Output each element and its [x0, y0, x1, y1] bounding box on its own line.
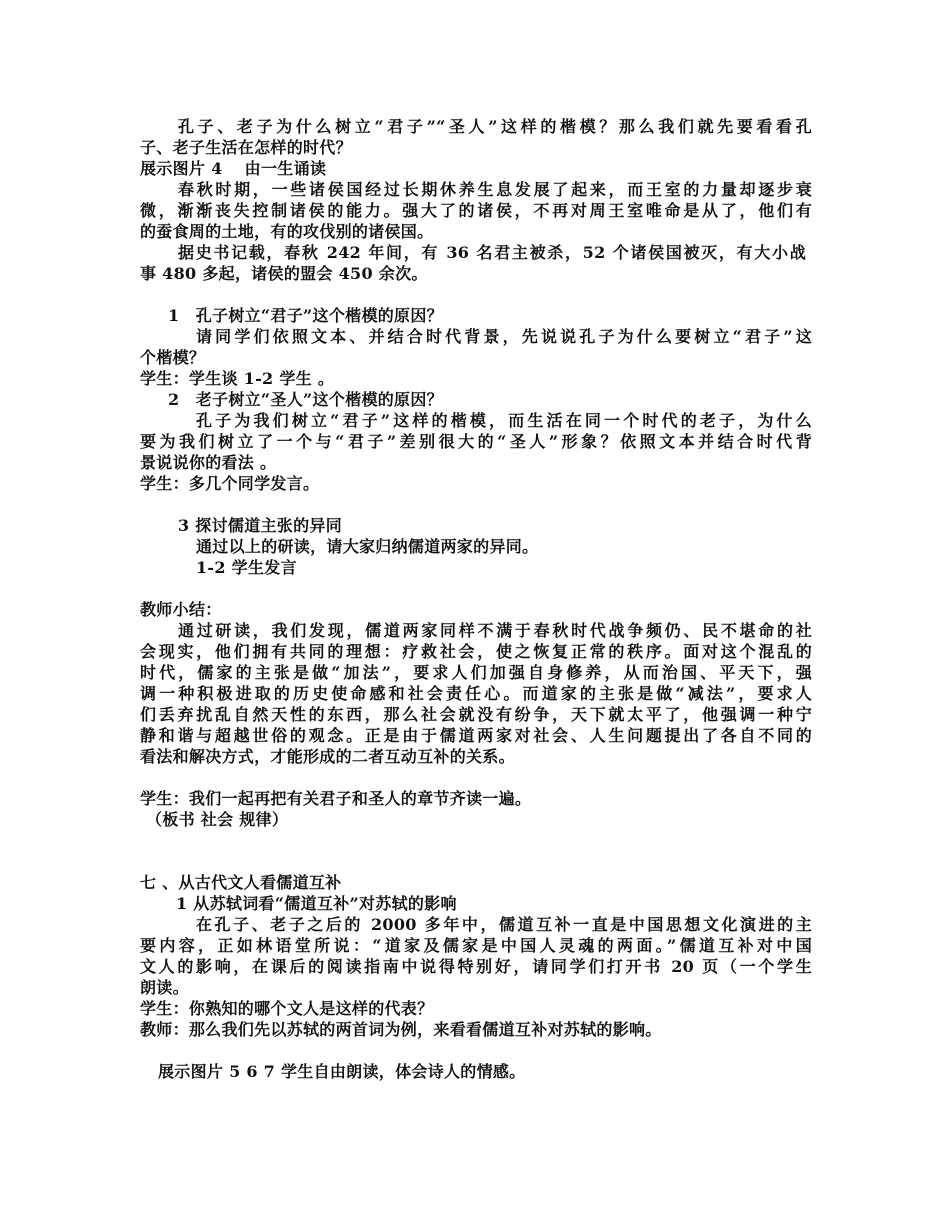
paragraph-line: 在孔子、老子之后的 2000 多年中，儒道互补一直是中国思想文化演进的主 — [196, 915, 812, 934]
paragraph-line: 通过以上的研读，请大家归纳儒道两家的异同。 — [196, 537, 539, 556]
section-heading: 1 孔子树立“君子”这个楷模的原因？ — [168, 306, 443, 325]
paragraph-line: 学生：你熟知的哪个文人是这样的代表？ — [140, 999, 434, 1018]
paragraph-line: 学生：学生谈 1-2 学生 。 — [140, 369, 335, 388]
paragraph-line: 孔子为我们树立“君子”这样的楷模，而生活在同一个时代的老子，为什么 — [196, 411, 812, 430]
paragraph-line: 要内容，正如林语堂所说：“道家及儒家是中国人灵魂的两面。”儒道互补对中国 — [140, 936, 812, 955]
section-heading: 教师小结： — [140, 600, 222, 619]
paragraph-line: 学生：多几个同学发言。 — [140, 474, 320, 493]
paragraph-line: 事 480 多起，诸侯的盟会 450 余次。 — [140, 264, 428, 283]
paragraph-line: 1-2 学生发言 — [196, 558, 297, 577]
paragraph-line: 景说说你的看法 。 — [140, 453, 277, 472]
paragraph-line: 的蚕食周的土地，有的攻伐别的诸侯国。 — [140, 222, 434, 241]
paragraph-line: 朗读。 — [140, 978, 189, 997]
paragraph-line: 要为我们树立了一个与“君子”差别很大的“圣人”形象？依照文本并结合时代背 — [140, 432, 812, 451]
paragraph-line: 据史书记载，春秋 242 年间，有 36 名君主被杀，52 个诸侯国被灭，有大小战 — [178, 243, 806, 262]
section-heading: 1 从苏轼词看“儒道互补”对苏轼的影响 — [176, 894, 457, 913]
paragraph-line: 展示图片 5 6 7 学生自由朗读，体会诗人的情感。 — [158, 1062, 526, 1081]
section-heading: 七 、从古代文人看儒道互补 — [140, 873, 342, 892]
paragraph-line: 微，渐渐丧失控制诸侯的能力。强大了的诸侯，不再对周王室唯命是从了，他们有 — [140, 201, 812, 220]
paragraph-line: 春秋时期，一些诸侯国经过长期休养生息发展了起来，而王室的力量却逐步衰 — [178, 180, 812, 199]
section-heading: 2 老子树立“圣人”这个楷模的原因？ — [168, 390, 443, 409]
paragraph-line: 会现实，他们拥有共同的理想：疗救社会，使之恢复正常的秩序。面对这个混乱的 — [140, 642, 812, 661]
paragraph-line: 调一种积极进取的历史使命感和社会责任心。而道家的主张是做“减法”，要求人 — [140, 684, 812, 703]
paragraph-line: 学生：我们一起再把有关君子和圣人的章节齐读一遍。 — [140, 789, 532, 808]
paragraph-line: 静和谐与超越世俗的观念。正是由于儒道两家对社会、人生问题提出了各自不同的 — [140, 726, 812, 745]
paragraph-line: 看法和解决方式，才能形成的二者互动互补的关系。 — [140, 747, 515, 766]
paragraph-line: 请同学们依照文本、并结合时代背景，先说说孔子为什么要树立“君子”这 — [196, 327, 812, 346]
paragraph-line: 展示图片 4 由一生诵读 — [140, 159, 327, 178]
paragraph-line: 通过研读，我们发现，儒道两家同样不满于春秋时代战争频仍、民不堪命的社 — [178, 621, 812, 640]
paragraph-line: 教师：那么我们先以苏轼的两首词为例，来看看儒道互补对苏轼的影响。 — [140, 1020, 662, 1039]
paragraph-line: 个楷模？ — [140, 348, 206, 367]
paragraph-line: （板书 社会 规律） — [146, 810, 289, 829]
section-heading: 3 探讨儒道主张的异同 — [178, 516, 343, 535]
paragraph-line: 子、老子生活在怎样的时代？ — [140, 138, 352, 157]
paragraph-line: 们丢弃扰乱自然天性的东西，那么社会就没有纷争，天下就太平了，他强调一种宁 — [140, 705, 812, 724]
paragraph-line: 文人的影响，在课后的阅读指南中说得特别好，请同学们打开书 20 页（一个学生 — [140, 957, 812, 976]
paragraph-line: 孔子、老子为什么树立“君子”“圣人”这样的楷模？那么我们就先要看看孔 — [178, 117, 812, 136]
paragraph-line: 时代，儒家的主张是做“加法”，要求人们加强自身修养，从而治国、平天下，强 — [140, 663, 812, 682]
